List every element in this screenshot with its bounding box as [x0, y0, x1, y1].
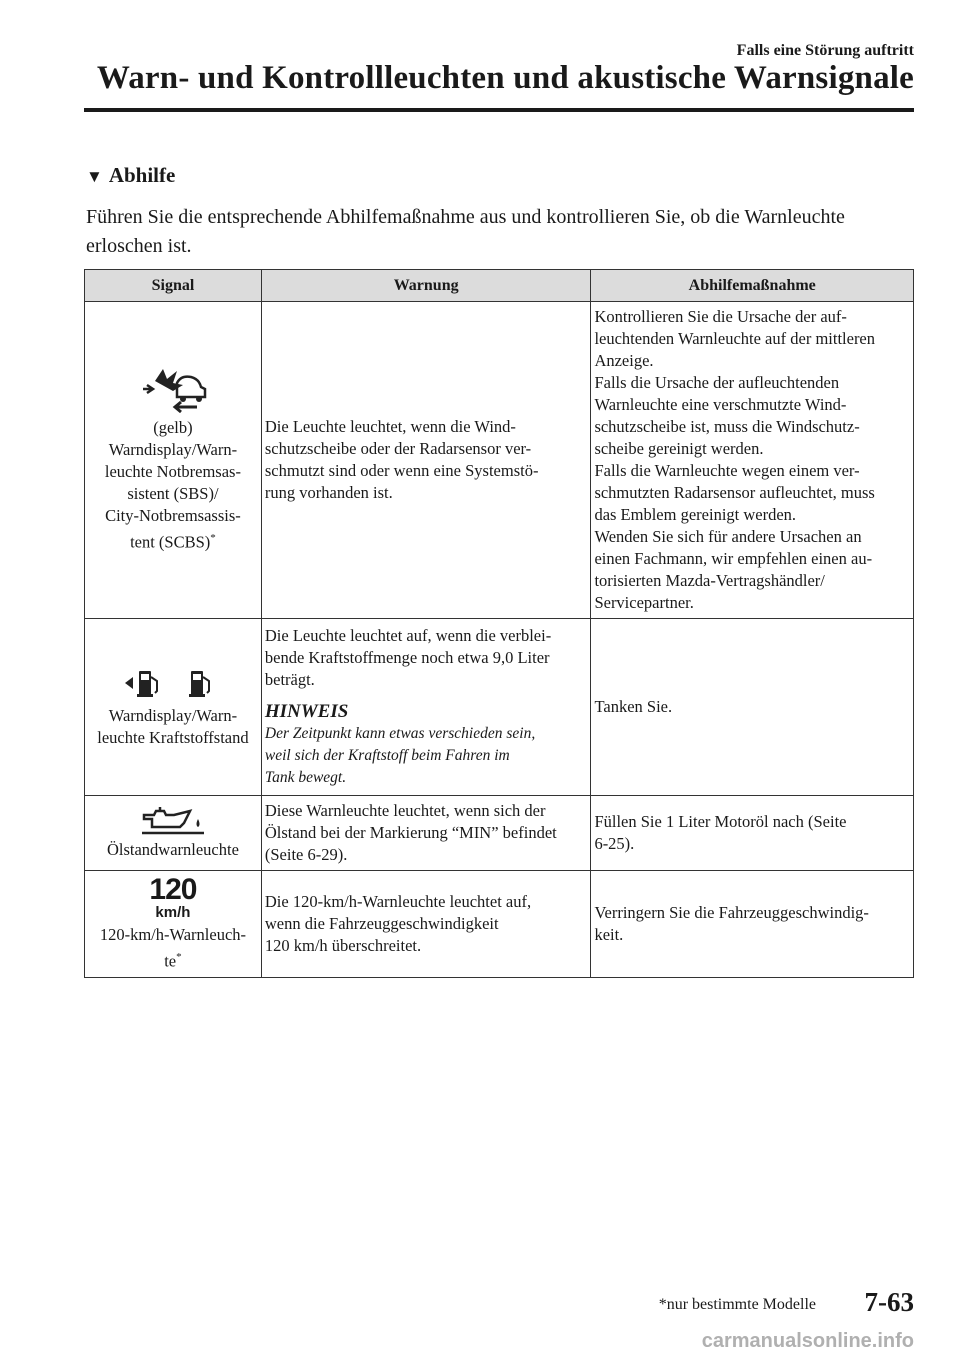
signal-label: (gelb) Warndisplay/Warn- leuchte Notbremsas- sistent (SBS)/ City-Notbremsassis- tent (SCBS)	[104, 417, 241, 552]
table-row	[85, 302, 914, 619]
column-header-warning: Warnung	[261, 270, 591, 302]
table-row	[85, 871, 914, 978]
remedy-text: Kontrollieren Sie die Ursache der auf- leuchtenden Warnleuchte auf der mittleren Anzeige. Falls die Ursache der aufleuchtenden Warnleuchte eine verschmutzte Wind- schutzscheibe ist, muss die Windschutz- scheibe gereinigt werden. Falls die Warnleuchte wegen einem ver- schmutzten Radarsensor aufleuchtet, muss das Emblem gereinigt werden. Wenden Sie sich für andere Ursachen an einen Fachmann, wir empfehlen einen au- torisierten Mazda-Vertragshändler/ Servicepartner.	[594, 307, 876, 612]
signal-label: 120-km/h-Warnleuch- te	[99, 925, 247, 971]
table-header-row	[85, 270, 914, 302]
watermark-link[interactable]: carmanualsonline.info	[701, 1330, 914, 1352]
note-text: Der Zeitpunkt kann etwas verschieden sein, weil sich der Kraftstoff beim Fahren im Tank bewegt.	[264, 725, 536, 786]
table-row	[85, 796, 914, 871]
footnote-star: *	[176, 951, 182, 963]
remedy-cell	[591, 871, 914, 978]
warning-text: Die Leuchte leuchtet, wenn die Wind- schutzscheibe oder der Radarsensor ver- schmutzt sind oder wenn eine Systemstö- rung vorhanden ist.	[264, 417, 539, 502]
remedy-text: Verringern Sie die Fahrzeuggeschwindig- keit.	[594, 902, 869, 944]
signal-cell	[85, 871, 262, 978]
note-title: HINWEIS	[264, 701, 349, 722]
page-number: 7-63	[864, 1287, 914, 1317]
signal-cell	[85, 302, 262, 619]
collision-warning-icon	[137, 367, 209, 413]
section-heading	[86, 163, 175, 188]
signal-cell	[85, 619, 262, 796]
remedy-cell	[591, 302, 914, 619]
section-heading-text: Abhilfe	[108, 163, 176, 187]
speed-120-icon	[143, 875, 203, 920]
remedy-cell	[591, 796, 914, 871]
signal-label: Ölstandwarnleuchte	[106, 840, 239, 859]
remedy-text: Tanken Sie.	[594, 697, 673, 716]
remedy-text: Füllen Sie 1 Liter Motoröl nach (Seite 6-25).	[594, 812, 847, 853]
column-header-remedy: Abhilfemaßnahme	[591, 270, 914, 302]
section-header: Falls eine Störung auftritt	[736, 42, 914, 59]
footnote-models: *nur bestimmte Modelle	[658, 1296, 816, 1313]
remedy-cell	[591, 619, 914, 796]
warning-cell	[261, 871, 591, 978]
warning-text: Diese Warnleuchte leuchtet, wenn sich der Ölstand bei der Markierung “MIN” befindet (Seite 6-29).	[264, 801, 557, 864]
speed-120-number: 120	[149, 873, 197, 906]
fuel-pump-icon	[123, 665, 223, 701]
oil-can-icon	[140, 805, 206, 835]
signal-cell	[85, 796, 262, 871]
footnote-star: *	[210, 531, 216, 544]
warning-cell	[261, 796, 591, 871]
signal-label: Warndisplay/Warn- leuchte Kraftstoffstand	[97, 706, 249, 747]
page-title: Warn- und Kontrollleuchten und akustische Warnsignale	[96, 60, 914, 96]
header-rule	[84, 108, 914, 112]
warning-text: Die Leuchte leuchtet auf, wenn die verblei- bende Kraftstoffmenge noch etwa 9,0 Liter beträgt.	[264, 626, 552, 689]
warning-cell	[261, 619, 591, 796]
triangle-marker-icon: ▼	[86, 167, 103, 186]
warning-table	[84, 269, 914, 978]
intro-text: Führen Sie die entsprechende Abhilfemaßnahme aus und kontrollieren Sie, ob die Warnleuchte erloschen ist.	[86, 206, 845, 257]
speed-120-unit: km/h	[155, 904, 191, 921]
column-header-signal: Signal	[85, 270, 262, 302]
warning-text: Die 120-km/h-Warnleuchte leuchtet auf, wenn die Fahrzeuggeschwindigkeit 120 km/h überschreitet.	[264, 891, 532, 955]
table-row	[85, 619, 914, 796]
warning-cell	[261, 302, 591, 619]
